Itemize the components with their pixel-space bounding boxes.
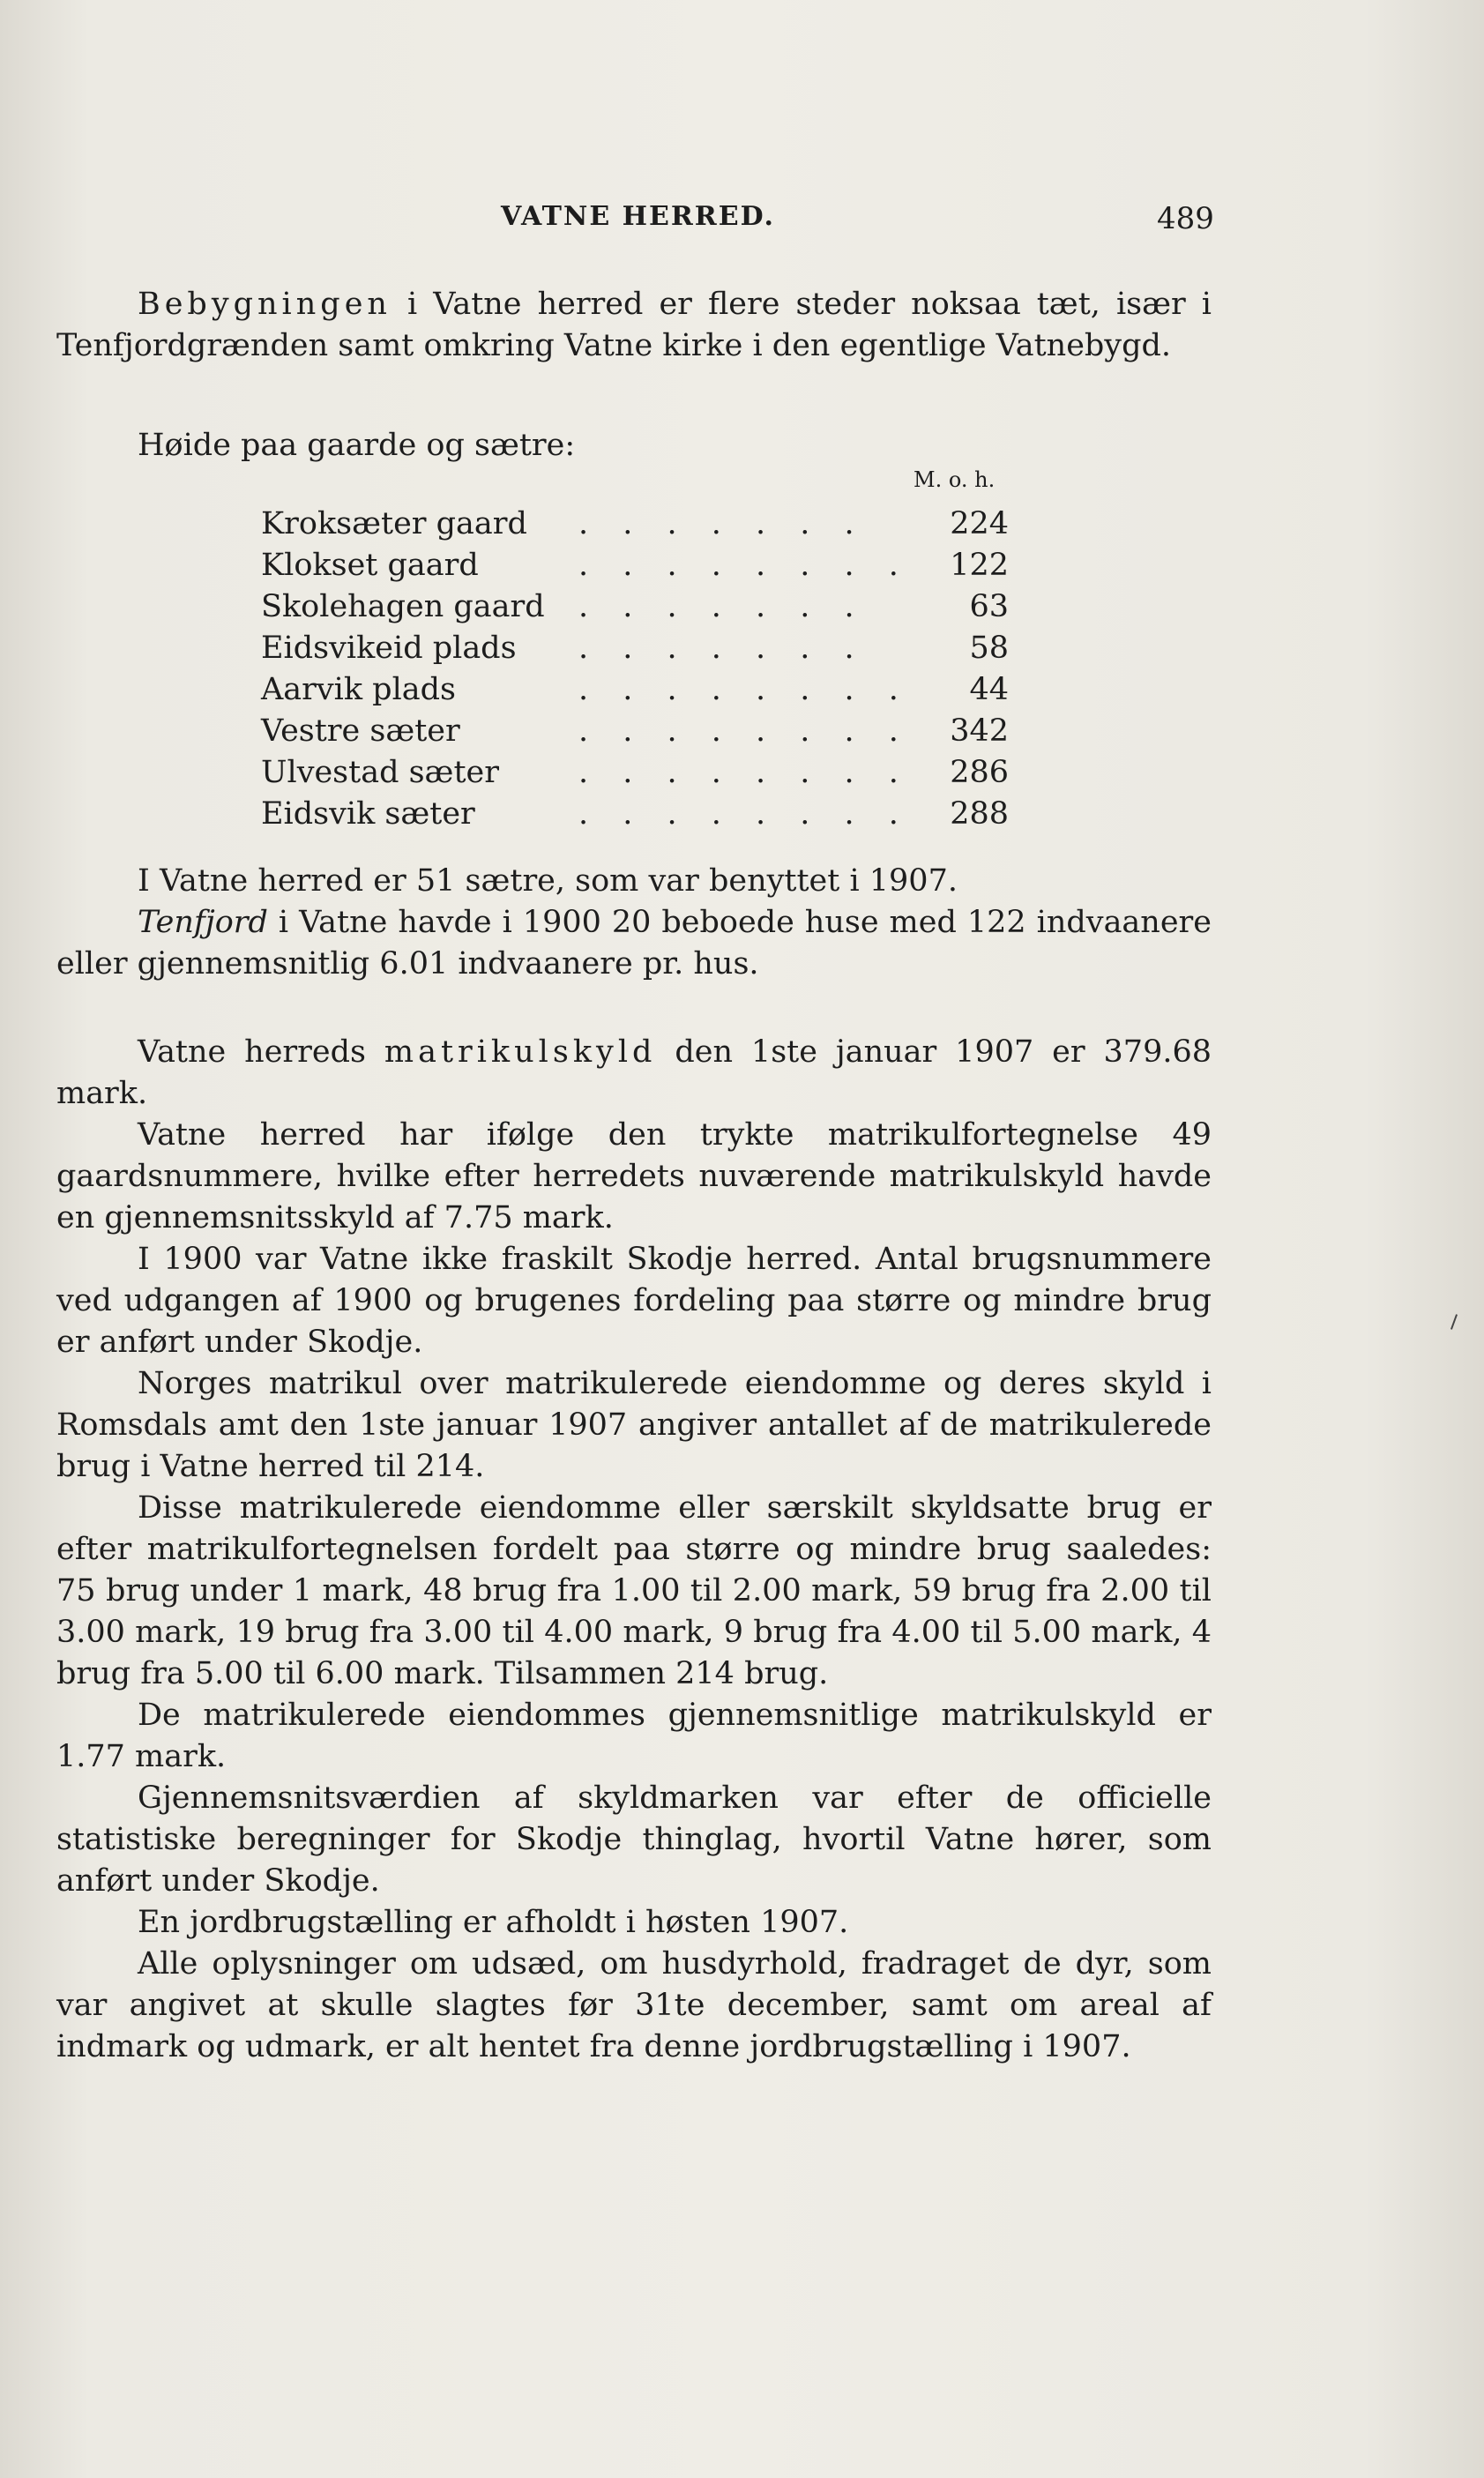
farm-height: 288 [950, 796, 1009, 832]
matrikul-paragraph-2: Vatne herred har ifølge den trykte matrikulfortegnelse 49 gaardsnummere, hvilke efter herredets nuværende matrikulskyld havde en gjennemsnitsskyld af 7.75 mark. [56, 1117, 1212, 1235]
farm-name: Aarvik plads [261, 672, 457, 707]
matrikul-paragraph-6: De matrikulerede eiendommes gjennemsnitlige matrikulskyld er 1.77 mark. [56, 1698, 1212, 1774]
heights-row [261, 631, 1037, 672]
heights-row [261, 796, 1037, 838]
page-number: 489 [1157, 201, 1214, 236]
farm-height: 63 [969, 589, 1009, 624]
heights-row [261, 672, 1037, 713]
heights-row [261, 589, 1037, 631]
farm-height: 342 [950, 713, 1009, 749]
farm-height: 224 [950, 506, 1009, 541]
tenfjord-paragraph [56, 902, 1212, 985]
farm-name: Eidsvikeid plads [261, 631, 517, 666]
matrikul-p1-start: Vatne herreds [138, 1034, 384, 1070]
intro-text [56, 284, 1212, 367]
tenfjord-italic: Tenfjord [138, 905, 268, 940]
heights-unit-label: M. o. h. [914, 467, 996, 492]
leader-dots: . . . . . . . [578, 506, 867, 541]
farm-height: 286 [950, 755, 1009, 790]
heights-row [261, 548, 1037, 589]
matrikul-paragraph-4: Norges matrikul over matrikulerede eiendomme og deres skyld i Romsdals amt den 1ste januar 1907 angiver antallet af de matrikulerede brug i Vatne herred til 214. [56, 1366, 1212, 1484]
intro-lead-word: Bebygningen [138, 287, 392, 322]
intro-rest: i Vatne herred er flere steder noksaa tæt, især i Tenfjordgrænden samt omkring Vatne kirke i den egentlige Vatnebygd. [56, 287, 1212, 363]
farm-name: Eidsvik sæter [261, 796, 475, 832]
leader-dots: . . . . . . . . [578, 713, 911, 749]
leader-dots: . . . . . . . . [578, 548, 911, 583]
leader-dots: . . . . . . . . [578, 796, 911, 832]
matrikul-paragraph-1 [56, 1032, 1212, 1115]
saetre-paragraph: I Vatne herred er 51 sætre, som var benyttet i 1907. [138, 863, 958, 899]
running-title: VATNE HERRED. [501, 201, 775, 232]
heights-row [261, 713, 1037, 755]
matrikul-p1-spaced: matrikulskyld [384, 1034, 657, 1070]
matrikul-section [56, 1032, 1212, 2068]
matrikul-paragraph-9: Alle oplysninger om udsæd, om husdyrhold, fradraget de dyr, som var angivet at skulle slagtes før 31te december, samt om areal af indmark og udmark, er alt hentet fra denne jordbrugstælling i 1907. [56, 1946, 1212, 2064]
matrikul-paragraph-8: En jordbrugstælling er afholdt i høsten 1907. [138, 1905, 849, 1940]
page-header [0, 201, 1484, 245]
farm-height: 44 [969, 672, 1009, 707]
farm-height: 58 [969, 631, 1009, 666]
farm-name: Kroksæter gaard [261, 506, 527, 541]
matrikul-paragraph-7: Gjennemsnitsværdien af skyldmarken var efter de officielle statistiske beregninger for Skodje thinglag, hvortil Vatne hører, som anført under Skodje. [56, 1780, 1212, 1899]
after-table-block [56, 861, 1212, 985]
matrikul-paragraph-5: Disse matrikulerede eiendomme eller særskilt skyldsatte brug er efter matrikulfortegnelsen fordelt paa større og mindre brug saaledes: 75 brug under 1 mark, 48 brug fra 1.00 til 2.00 mark, 59 brug fra 2.00 til 3.00 mark, 19 brug fra 3.00 til 4.00 mark, 9 brug fra 4.00 til 5.00 mark, 4 brug fra 5.00 til 6.00 mark. Tilsammen 214 brug. [56, 1490, 1212, 1691]
farm-name: Ulvestad sæter [261, 755, 499, 790]
matrikul-paragraph-3: I 1900 var Vatne ikke fraskilt Skodje herred. Antal brugsnummere ved udgangen af 1900 og brugenes fordeling paa større og mindre brug er anført under Skodje. [56, 1242, 1212, 1360]
leader-dots: . . . . . . . [578, 589, 867, 624]
matrikul-p1-end: den 1ste januar 1907 er 379.68 mark. [56, 1034, 1212, 1111]
leader-dots: . . . . . . . . [578, 755, 911, 790]
heights-row [261, 755, 1037, 796]
tenfjord-rest: i Vatne havde i 1900 20 beboede huse med 122 indvaanere eller gjennemsnitlig 6.01 indvaanere pr. hus. [56, 905, 1212, 981]
heights-heading-block [56, 425, 1212, 466]
farm-name: Klokset gaard [261, 548, 479, 583]
leader-dots: . . . . . . . . [578, 672, 911, 707]
farm-height: 122 [950, 548, 1009, 583]
leader-dots: . . . . . . . [578, 631, 867, 666]
heights-row [261, 506, 1037, 548]
farm-name: Vestre sæter [261, 713, 460, 749]
heights-heading: Høide paa gaarde og sætre: [138, 428, 576, 463]
intro-paragraph [56, 284, 1212, 367]
farm-name: Skolehagen gaard [261, 589, 545, 624]
margin-mark [1450, 1314, 1458, 1330]
